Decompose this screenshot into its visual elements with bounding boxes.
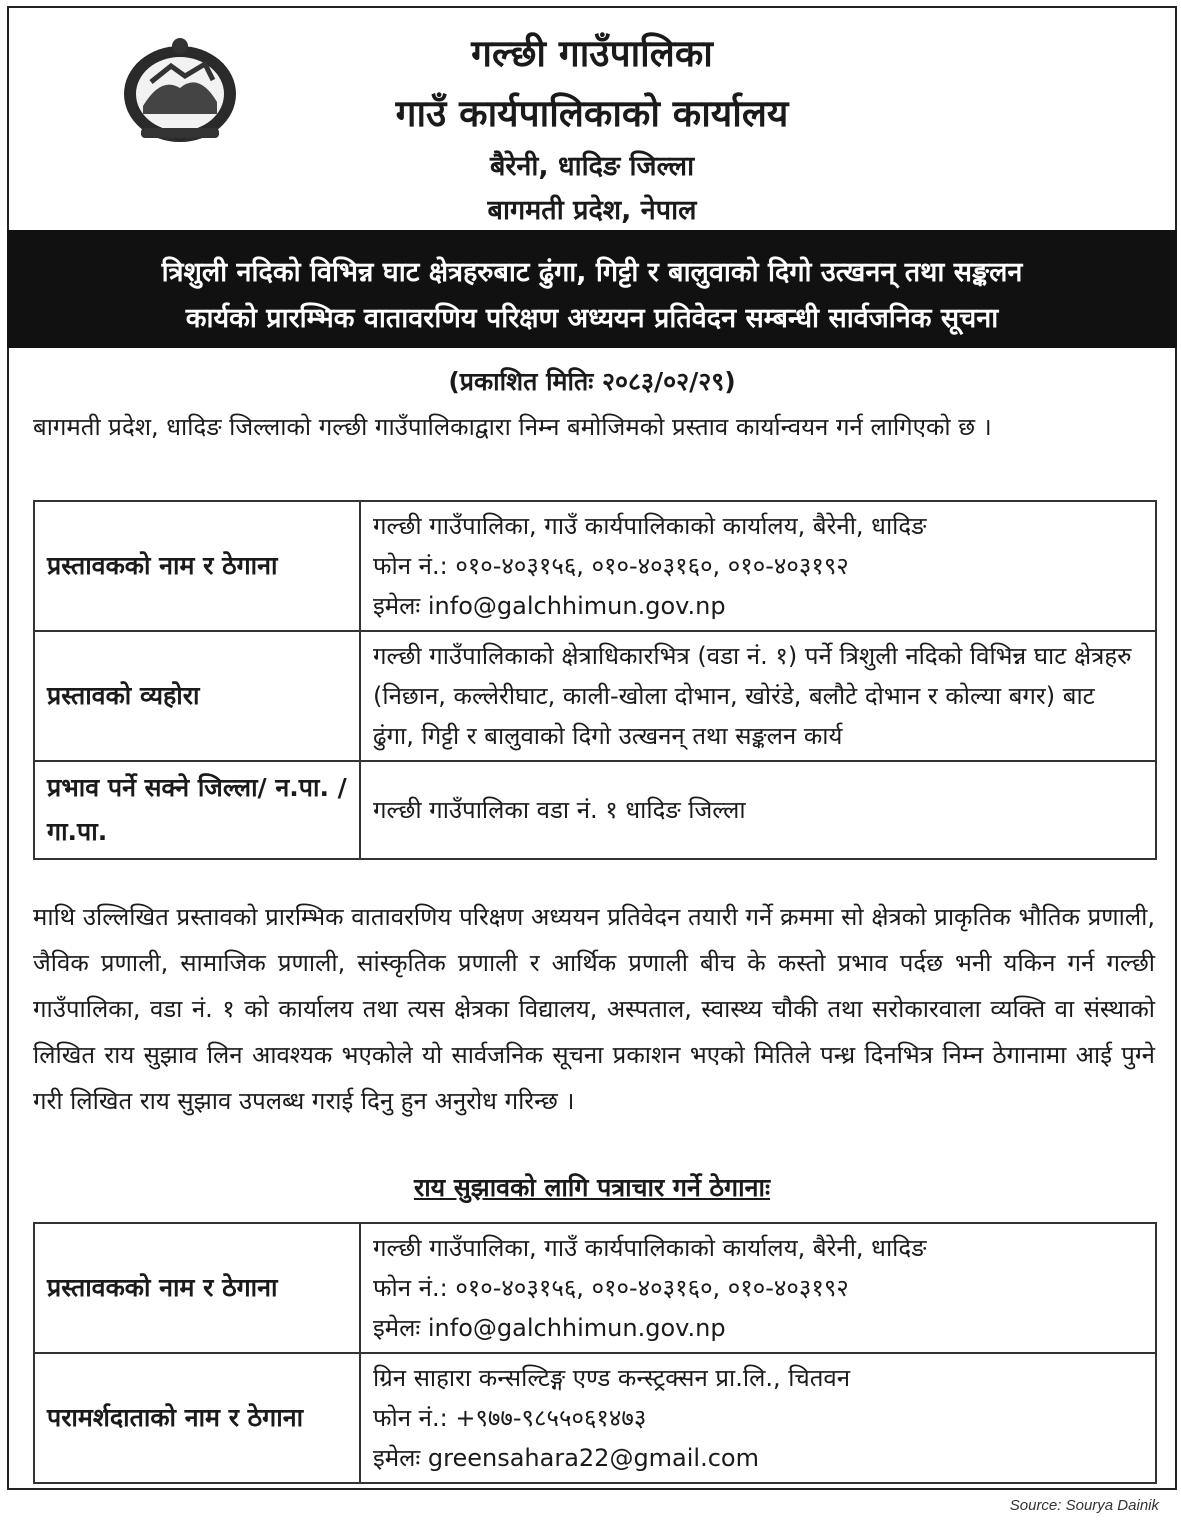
- office-title: गाउँ कार्यपालिकाको कार्यालय: [395, 92, 789, 135]
- proposer-details: [360, 501, 1156, 631]
- contact-proposer-details: [360, 1223, 1156, 1353]
- proposal-description-label: प्रस्तावको व्यहोरा: [34, 631, 360, 761]
- proposal-description: गल्छी गाउँपालिकाको क्षेत्राधिकारभित्र (वडा नं. १) पर्ने त्रिशुली नदिको विभिन्न घाट क्षेत्रहरु (निछान, कल्लेरीघाट, काली-खोला दोभान, खोरंडे, बलौटे दोभान र कोल्या बगर) बाट ढुंगा, गिट्टी र बालुवाको दिगो उत्खनन् तथा सङ्कलन कार्य: [360, 631, 1156, 761]
- affected-area: गल्छी गाउँपालिका वडा नं. १ धादिङ जिल्ला: [360, 761, 1156, 859]
- contact-proposer-label: प्रस्तावकको नाम र ठेगाना: [34, 1223, 360, 1353]
- table-row: [34, 501, 1156, 631]
- contact-proposer-phone: फोन नं.: ०१०-४०३१५६, ०१०-४०३१६०, ०१०-४०३१९२: [373, 1274, 849, 1302]
- consultant-name: ग्रिन साहारा कन्सल्टिङ्ग एण्ड कन्स्ट्रक्सन प्रा.लि., चितवन: [373, 1364, 851, 1392]
- contact-proposer-name: गल्छी गाउँपालिका, गाउँ कार्यपालिकाको कार्यालय, बैरेनी, धादिङ: [373, 1234, 927, 1262]
- proposal-table: [33, 500, 1157, 860]
- contact-heading: [9, 1170, 1175, 1204]
- banner-line-1: त्रिशुली नदिको विभिन्न घाट क्षेत्रहरुबाट ढुंगा, गिट्टी र बालुवाको दिगो उत्खनन् तथा सङ्कलन: [161, 257, 1023, 288]
- proposer-label: प्रस्तावकको नाम र ठेगाना: [34, 501, 360, 631]
- proposer-name: गल्छी गाउँपालिका, गाउँ कार्यपालिकाको कार्यालय, बैरेनी, धादिङ: [373, 512, 927, 540]
- consultant-label: परामर्शदाताको नाम र ठेगाना: [34, 1353, 360, 1483]
- publish-date: (प्रकाशित मितिः २०८३/०२/२९): [448, 367, 736, 396]
- table-row: [34, 1223, 1156, 1353]
- table-row: [34, 1353, 1156, 1483]
- notice-frame: [7, 6, 1177, 1490]
- province-address: बागमती प्रदेश, नेपाल: [487, 195, 697, 226]
- contact-heading-text: राय सुझावको लागि पत्राचार गर्ने ठेगानाः: [413, 1173, 771, 1202]
- body-paragraph: माथि उल्लिखित प्रस्तावको प्रारम्भिक वातावरणिय परिक्षण अध्ययन प्रतिवेदन तयारी गर्ने क्रममा सो क्षेत्रको प्राकृतिक भौतिक प्रणाली, जैविक प्रणाली, सामाजिक प्रणाली, सांस्कृतिक प्रणाली र आर्थिक प्रणाली बीच के कस्तो प्रभाव पर्दछ भनी यकिन गर्न गल्छी गाउँपालिका, वडा नं. १ को कार्यालय तथा त्यस क्षेत्रका विद्यालय, अस्पताल, स्वास्थ्य चौकी तथा सरोकारवाला व्यक्ति वा संस्थाको लिखित राय सुझाव लिन आवश्यक भएकोले यो सार्वजनिक सूचना प्रकाशन भएको मितिले पन्ध्र दिनभित्र निम्न ठेगानामा आई पुग्ने गरी लिखित राय सुझाव उपलब्ध गराई दिनु हुन अनुरोध गरिन्छ ।: [33, 903, 1155, 1115]
- office-address: बैरेनी, धादिङ जिल्ला: [489, 151, 695, 182]
- municipality-title: गल्छी गाउँपालिका: [471, 32, 713, 75]
- consultant-phone: फोन नं.: +९७७-९८५५०६१४७३: [373, 1404, 647, 1432]
- table-row: [34, 631, 1156, 761]
- consultant-details: [360, 1353, 1156, 1483]
- notice-banner: [7, 230, 1177, 348]
- intro-paragraph: बागमती प्रदेश, धादिङ जिल्लाको गल्छी गाउँपालिकाद्वारा निम्न बमोजिमको प्रस्ताव कार्यान्वयन गर्न लागिएको छ ।: [33, 413, 992, 441]
- source-credit: Source: Sourya Dainik: [1009, 1497, 1159, 1514]
- table-row: [34, 761, 1156, 859]
- affected-area-label: प्रभाव पर्ने सक्ने जिल्ला/ न.पा. / गा.पा.: [34, 761, 360, 859]
- notice-header: [9, 8, 1175, 230]
- proposer-phone: फोन नं.: ०१०-४०३१५६, ०१०-४०३१६०, ०१०-४०३१९२: [373, 552, 849, 580]
- contact-proposer-email: इमेलः info@galchhimun.gov.np: [373, 1314, 726, 1342]
- proposer-email: इमेलः info@galchhimun.gov.np: [373, 592, 726, 620]
- contact-table: [33, 1222, 1157, 1484]
- consultant-email: इमेलः greensahara22@gmail.com: [373, 1444, 759, 1472]
- banner-line-2: कार्यको प्रारम्भिक वातावरणिय परिक्षण अध्ययन प्रतिवेदन सम्बन्धी सार्वजनिक सूचना: [185, 303, 999, 334]
